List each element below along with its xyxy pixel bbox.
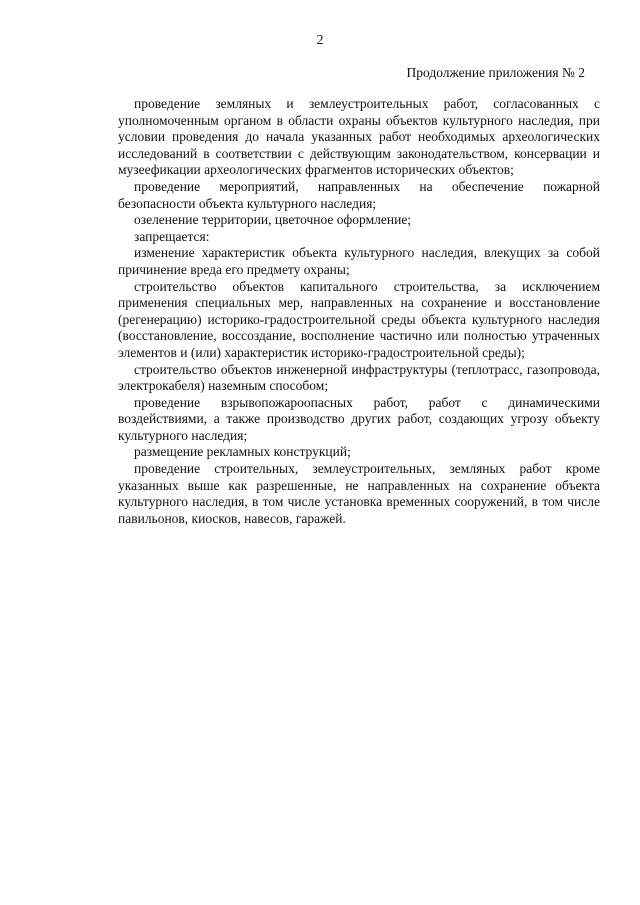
page-number: 2	[316, 33, 324, 48]
paragraph-construction-works: проведение строительных, землеустроительных, земляных работ кроме указанных выше как разрешенные, не направленных на сохранение объекта культурного наследия, в том числе установка временных сооружений, в том числе павильонов, киосков, навесов, гаражей.	[118, 461, 600, 526]
paragraph-fire-safety: проведение мероприятий, направленных на обеспечение пожарной безопасности объекта культурного наследия;	[118, 178, 600, 211]
paragraph-explosive-works: проведение взрывопожароопасных работ, работ с динамическими воздействиями, а также производство других работ, создающих угрозу объекту культурного наследия;	[118, 394, 600, 443]
paragraph-landscaping: озеленение территории, цветочное оформление;	[134, 212, 412, 228]
paragraph-prohibited-heading: запрещается:	[134, 228, 210, 244]
paragraph-advertising: размещение рекламных конструкций;	[134, 444, 351, 460]
paragraph-earthworks: проведение земляных и землеустроительных работ, согласованных с уполномоченным органом в области охраны объектов культурного наследия, при условии проведения до начала указанных работ необходимых археологических исследований в соответствии с действующим законодательством, консервации и музеефикации археологических фрагментов исторических объектов;	[118, 96, 600, 178]
document-body	[118, 96, 600, 527]
paragraph-engineering-infrastructure: строительство объектов инженерной инфраструктуры (теплотрасс, газопровода, электрокабеля) наземным способом;	[118, 361, 600, 394]
appendix-continuation-note: Продолжение приложения № 2	[406, 65, 585, 80]
paragraph-characteristics-change: изменение характеристик объекта культурного наследия, влекущих за собой причинение вреда его предмету охраны;	[118, 245, 600, 277]
paragraph-capital-construction: строительство объектов капитального строительства, за исключением применения специальных мер, направленных на сохранение и восстановление (регенерацию) историко-градостроительной среды объекта культурного наследия (восстановление, воссоздание, восполнение частично или полностью утраченных элементов и (или) характеристик историко-градостроительной среды);	[118, 278, 600, 360]
